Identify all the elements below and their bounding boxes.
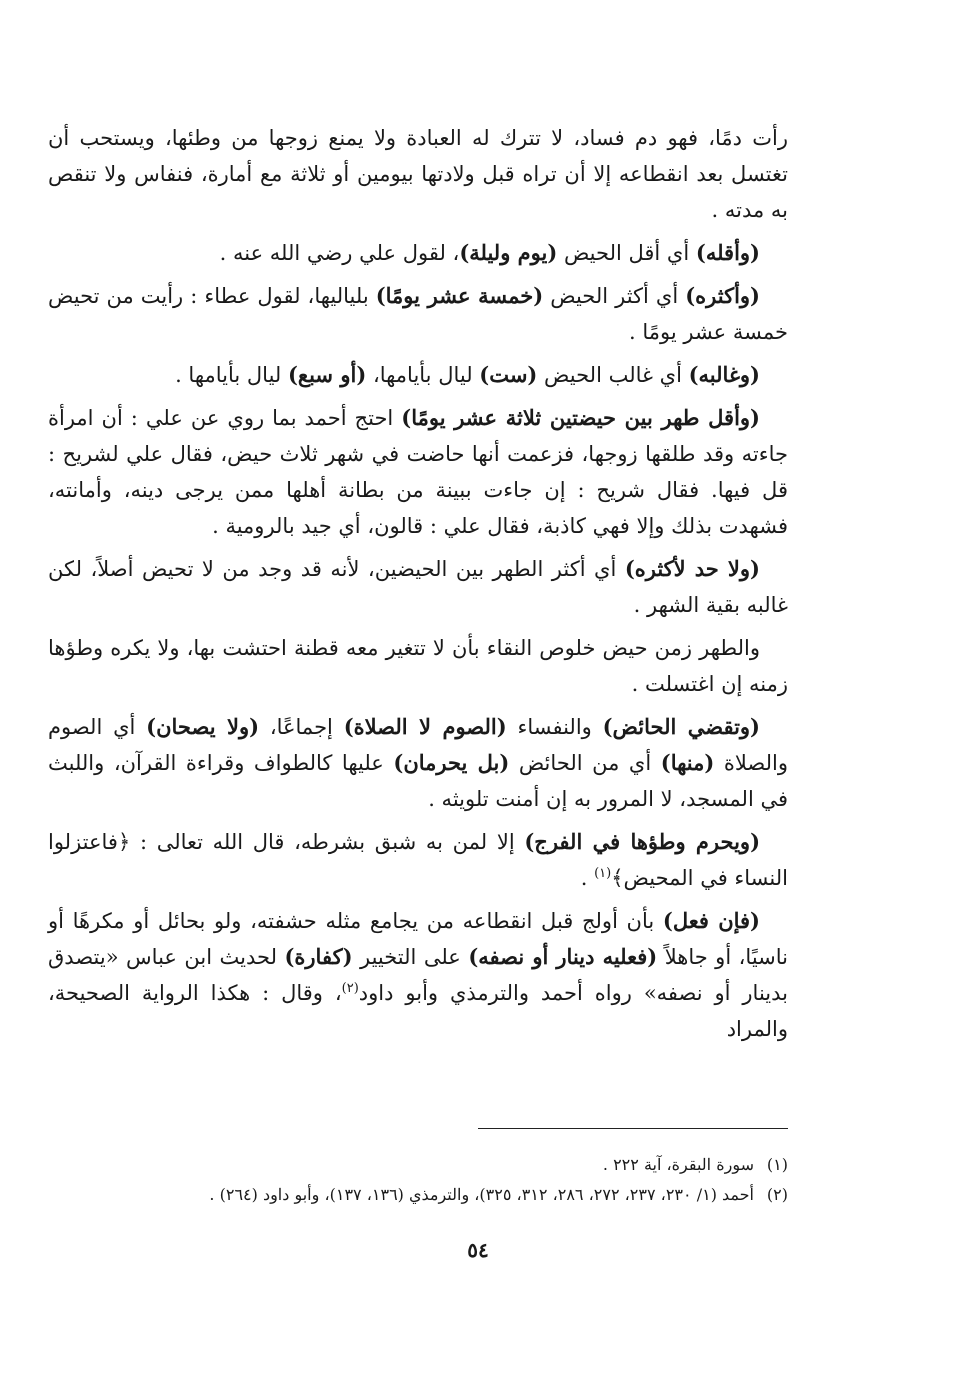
bold-term: (الصوم لا الصلاة) — [343, 714, 507, 739]
bold-term: (وأقله) — [695, 240, 760, 265]
text-run: والطهر زمن حيض خلوص النقاء بأن لا تتغير معه قطنة احتشت بها، ولا يكره وطؤها زمنه إن اغتسلت . — [48, 636, 788, 696]
text-run: بلياليها، لقول عطاء : رأيت من تحيض خمسة عشر يومًا . — [48, 284, 788, 344]
footnote-1 — [48, 1150, 788, 1180]
paragraph — [48, 120, 788, 228]
bold-term: (وتقضي الحائض) — [602, 714, 760, 739]
footnote-divider — [478, 1128, 788, 1129]
bold-term: (فإن فعل) — [662, 908, 760, 933]
text-run: لحديث ابن عباس «يتصدق بدينار أو نصفه» رواه أحمد والترمذي وأبو داود — [48, 945, 789, 1005]
bold-term: (ولا حد لأكثره) — [624, 556, 760, 581]
bold-term: (بل يحرمان) — [393, 750, 510, 775]
bold-term: (فعليه دينار أو نصفه) — [468, 944, 658, 969]
paragraph — [48, 903, 788, 1047]
text-run: بأن أولج قبل انقطاعه من يجامع مثله حشفته، ولو بحائل أو مكرهًا أو ناسيًا، أو جاهلاً — [48, 909, 788, 969]
text-run: رأت دمًا، فهو دم فساد، لا تترك له العبادة ولا يمنع زوجها من وطئها، ويستحب أن تغتسل بعد انقطاعه إلا أن تراه قبل ولادتها بيومين أو ثلاثة مع أمارة، فنفاس ولا تنقص به مدته . — [48, 126, 788, 222]
footnote-ref: (٢) — [341, 981, 359, 996]
text-run: ليال بأيامها . — [175, 363, 288, 387]
paragraph — [48, 400, 788, 544]
text-run: أي الصوم والصلاة — [48, 715, 788, 775]
paragraph — [48, 630, 788, 702]
bold-term: (وأكثره) — [685, 283, 760, 308]
footnote-number: (١) — [766, 1155, 788, 1174]
text-run: والنفساء — [506, 715, 603, 739]
footnote-text: أحمد (١/ ٢٣٠، ٢٣٧، ٢٧٢، ٢٨٦، ٣١٢، ٣٢٥)، والترمذي (١٣٦، ١٣٧)، وأبو داود (٢٦٤) . — [209, 1185, 754, 1204]
text-run: أي أقل الحيض — [557, 241, 696, 265]
bold-term: (وأقل طهر بين حيضتين ثلاثة عشر يومًا) — [401, 405, 760, 430]
text-run: ، وقال : هكذا الرواية الصحيحة، والمراد — [48, 981, 788, 1041]
text-run: إجماعًا، — [259, 715, 344, 739]
bold-term: (ست) — [479, 362, 538, 387]
bold-term: (كفارة) — [284, 944, 353, 969]
text-run: ، لقول علي رضي الله عنه . — [219, 241, 460, 265]
bold-term: (خمسة عشر يومًا) — [375, 283, 544, 308]
paragraph — [48, 278, 788, 350]
paragraph — [48, 709, 788, 817]
text-run: ليال بأيامها، — [366, 363, 480, 387]
footnote-number: (٢) — [766, 1185, 788, 1204]
paragraph — [48, 235, 788, 271]
bold-term: (أو سبع) — [287, 362, 367, 387]
bold-term: (ويحرم وطؤها في الفرج) — [524, 829, 760, 854]
footnotes — [48, 1150, 788, 1210]
text-run: أي غالب الحيض — [537, 363, 689, 387]
main-text — [48, 120, 788, 1054]
paragraph — [48, 551, 788, 623]
bold-term: (يوم وليلة) — [459, 240, 558, 265]
bold-term: (وغالبه) — [688, 362, 760, 387]
footnote-2 — [48, 1180, 788, 1210]
text-run: . — [580, 866, 595, 890]
paragraph — [48, 357, 788, 393]
text-run: أي من الحائض — [509, 751, 661, 775]
text-run: عليها كالطواف وقراءة القرآن، واللبث في المسجد، لا المرور به إن أمنت تلويثه . — [48, 751, 788, 811]
text-run: على التخيير — [352, 945, 469, 969]
bold-term: (منها) — [660, 750, 715, 775]
text-run: أي أكثر الحيض — [543, 284, 686, 308]
footnote-text: سورة البقرة، آية ٢٢٢ . — [602, 1155, 754, 1174]
page-number: ٥٤ — [467, 1238, 489, 1262]
text-run: إلا لمن به شبق بشرطه، قال الله تعالى : ﴿فاعتزلوا النساء في المحيض﴾ — [48, 830, 788, 890]
footnote-ref: (١) — [594, 866, 612, 881]
text-run: احتج أحمد بما روي عن علي : أن امرأة جاءته وقد طلقها زوجها، فزعمت أنها حاضت في شهر ثلاث حيض، فقال علي لشريح : قل فيها. فقال شريح : إن جاءت ببينة من بطانة أهلها ممن يرجى دينه، وأمانته، فشهدت بذلك وإلا فهي كاذبة، فقال علي : قالون، أي جيد بالرومية . — [48, 406, 788, 538]
text-run: أي أكثر الطهر بين الحيضين، لأنه قد وجد من لا تحيض أصلاً، لكن غالبه بقية الشهر . — [48, 557, 788, 617]
paragraph — [48, 824, 788, 896]
bold-term: (ولا يصحان) — [146, 714, 260, 739]
